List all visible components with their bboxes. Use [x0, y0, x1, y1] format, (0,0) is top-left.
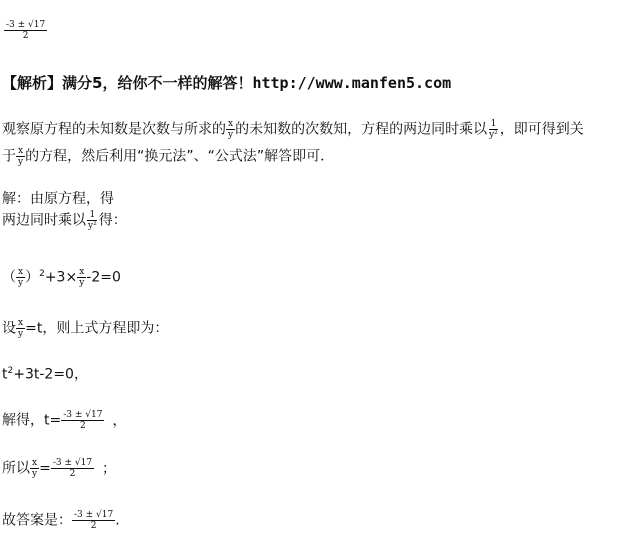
observe-text-5: 的方程，然后利用“换元法”、“公式法”解答即可． [25, 148, 335, 165]
final-answer-line [2, 510, 120, 531]
observe-text-2: 的未知数的次数知，方程的两边同时乘以 [235, 121, 488, 138]
equation-end: -2=0 [86, 269, 121, 286]
fraction-denominator: 2 [79, 421, 86, 431]
fraction-denominator: y [18, 329, 24, 339]
fraction-numerator: x [18, 267, 24, 278]
fraction-denominator: 2 [90, 521, 97, 531]
fraction-numerator: -3 ± √17 [52, 458, 93, 468]
solved-text-end: ， [112, 412, 127, 429]
top-answer-fraction [4, 20, 47, 41]
fraction-denominator: 2 [22, 31, 29, 41]
x-over-y-fraction [226, 119, 235, 140]
promo-url: http://www.manfen5.com [252, 74, 452, 92]
equation-2 [2, 362, 88, 384]
solution-line-2 [2, 210, 127, 231]
fraction-denominator: y [228, 130, 234, 140]
fraction-denominator: y² [88, 221, 97, 231]
fraction-numerator: 1 [490, 119, 497, 129]
final-text-end: . [115, 512, 120, 529]
fraction-denominator: 2 [69, 469, 76, 479]
substitution-line [2, 318, 168, 339]
x-over-y-fraction [30, 458, 39, 479]
root-fraction [51, 458, 94, 479]
x-over-y-fraction [16, 146, 25, 167]
observe-text-1: 观察原方程的未知数是次数与所求的 [2, 121, 226, 138]
solved-line [2, 410, 126, 431]
fraction-denominator: y [32, 469, 38, 479]
so-text: 所以 [2, 460, 30, 477]
equation-rest: +3t-2=0， [13, 366, 88, 383]
final-text: 故答案是： [2, 512, 72, 529]
x-over-y-fraction [77, 267, 86, 288]
equation-1 [2, 265, 121, 288]
so-text-end: ； [102, 460, 117, 477]
solved-text: 解得，t= [2, 412, 62, 429]
fraction-numerator: -3 ± √17 [6, 20, 46, 30]
fraction-numerator: x [18, 318, 24, 328]
root-fraction [61, 410, 104, 431]
one-over-y2-fraction [487, 119, 500, 140]
observe-line-1 [2, 119, 584, 140]
fraction-numerator: x [32, 458, 38, 468]
promo-text: 满分5，给你不一样的解答！ [62, 74, 253, 92]
fraction-numerator: -3 ± √17 [63, 410, 103, 420]
fraction-numerator: -3 ± √17 [74, 510, 114, 520]
solution-line-1: 解：由原方程，得 [2, 191, 114, 207]
fraction-denominator: y [18, 278, 24, 289]
analysis-label: 【解析】 [2, 74, 63, 92]
exponent: 2 [39, 269, 45, 279]
solution-text: 两边同时乘以 [2, 212, 86, 229]
fraction-numerator: x [79, 267, 85, 278]
substitution-text-end: =t，则上式方程即为： [25, 320, 169, 337]
fraction-denominator: y² [489, 130, 498, 140]
solution-text-end: 得： [98, 212, 127, 229]
exponent: 2 [7, 366, 14, 376]
substitution-text: 设 [2, 320, 16, 337]
fraction-denominator: y [18, 157, 24, 167]
variable-t: t [2, 366, 8, 383]
analysis-header [2, 74, 451, 92]
fraction-numerator: x [228, 119, 234, 129]
observe-line-2 [2, 146, 334, 167]
fraction-numerator: 1 [89, 210, 96, 220]
x-over-y-fraction [16, 318, 25, 339]
observe-text-3: ，即可得到关 [499, 121, 584, 138]
fraction-numerator: x [18, 146, 24, 156]
equals-sign: = [39, 460, 51, 477]
root-fraction [72, 510, 115, 531]
one-over-y2-fraction [86, 210, 99, 231]
paren-close: ） [25, 269, 40, 286]
observe-text-4: 于 [2, 148, 16, 165]
so-line [2, 458, 116, 479]
x-over-y-fraction [16, 267, 25, 288]
paren-open: （ [2, 269, 16, 286]
fraction-denominator: y [79, 278, 85, 289]
equation-operator: +3× [44, 269, 78, 286]
